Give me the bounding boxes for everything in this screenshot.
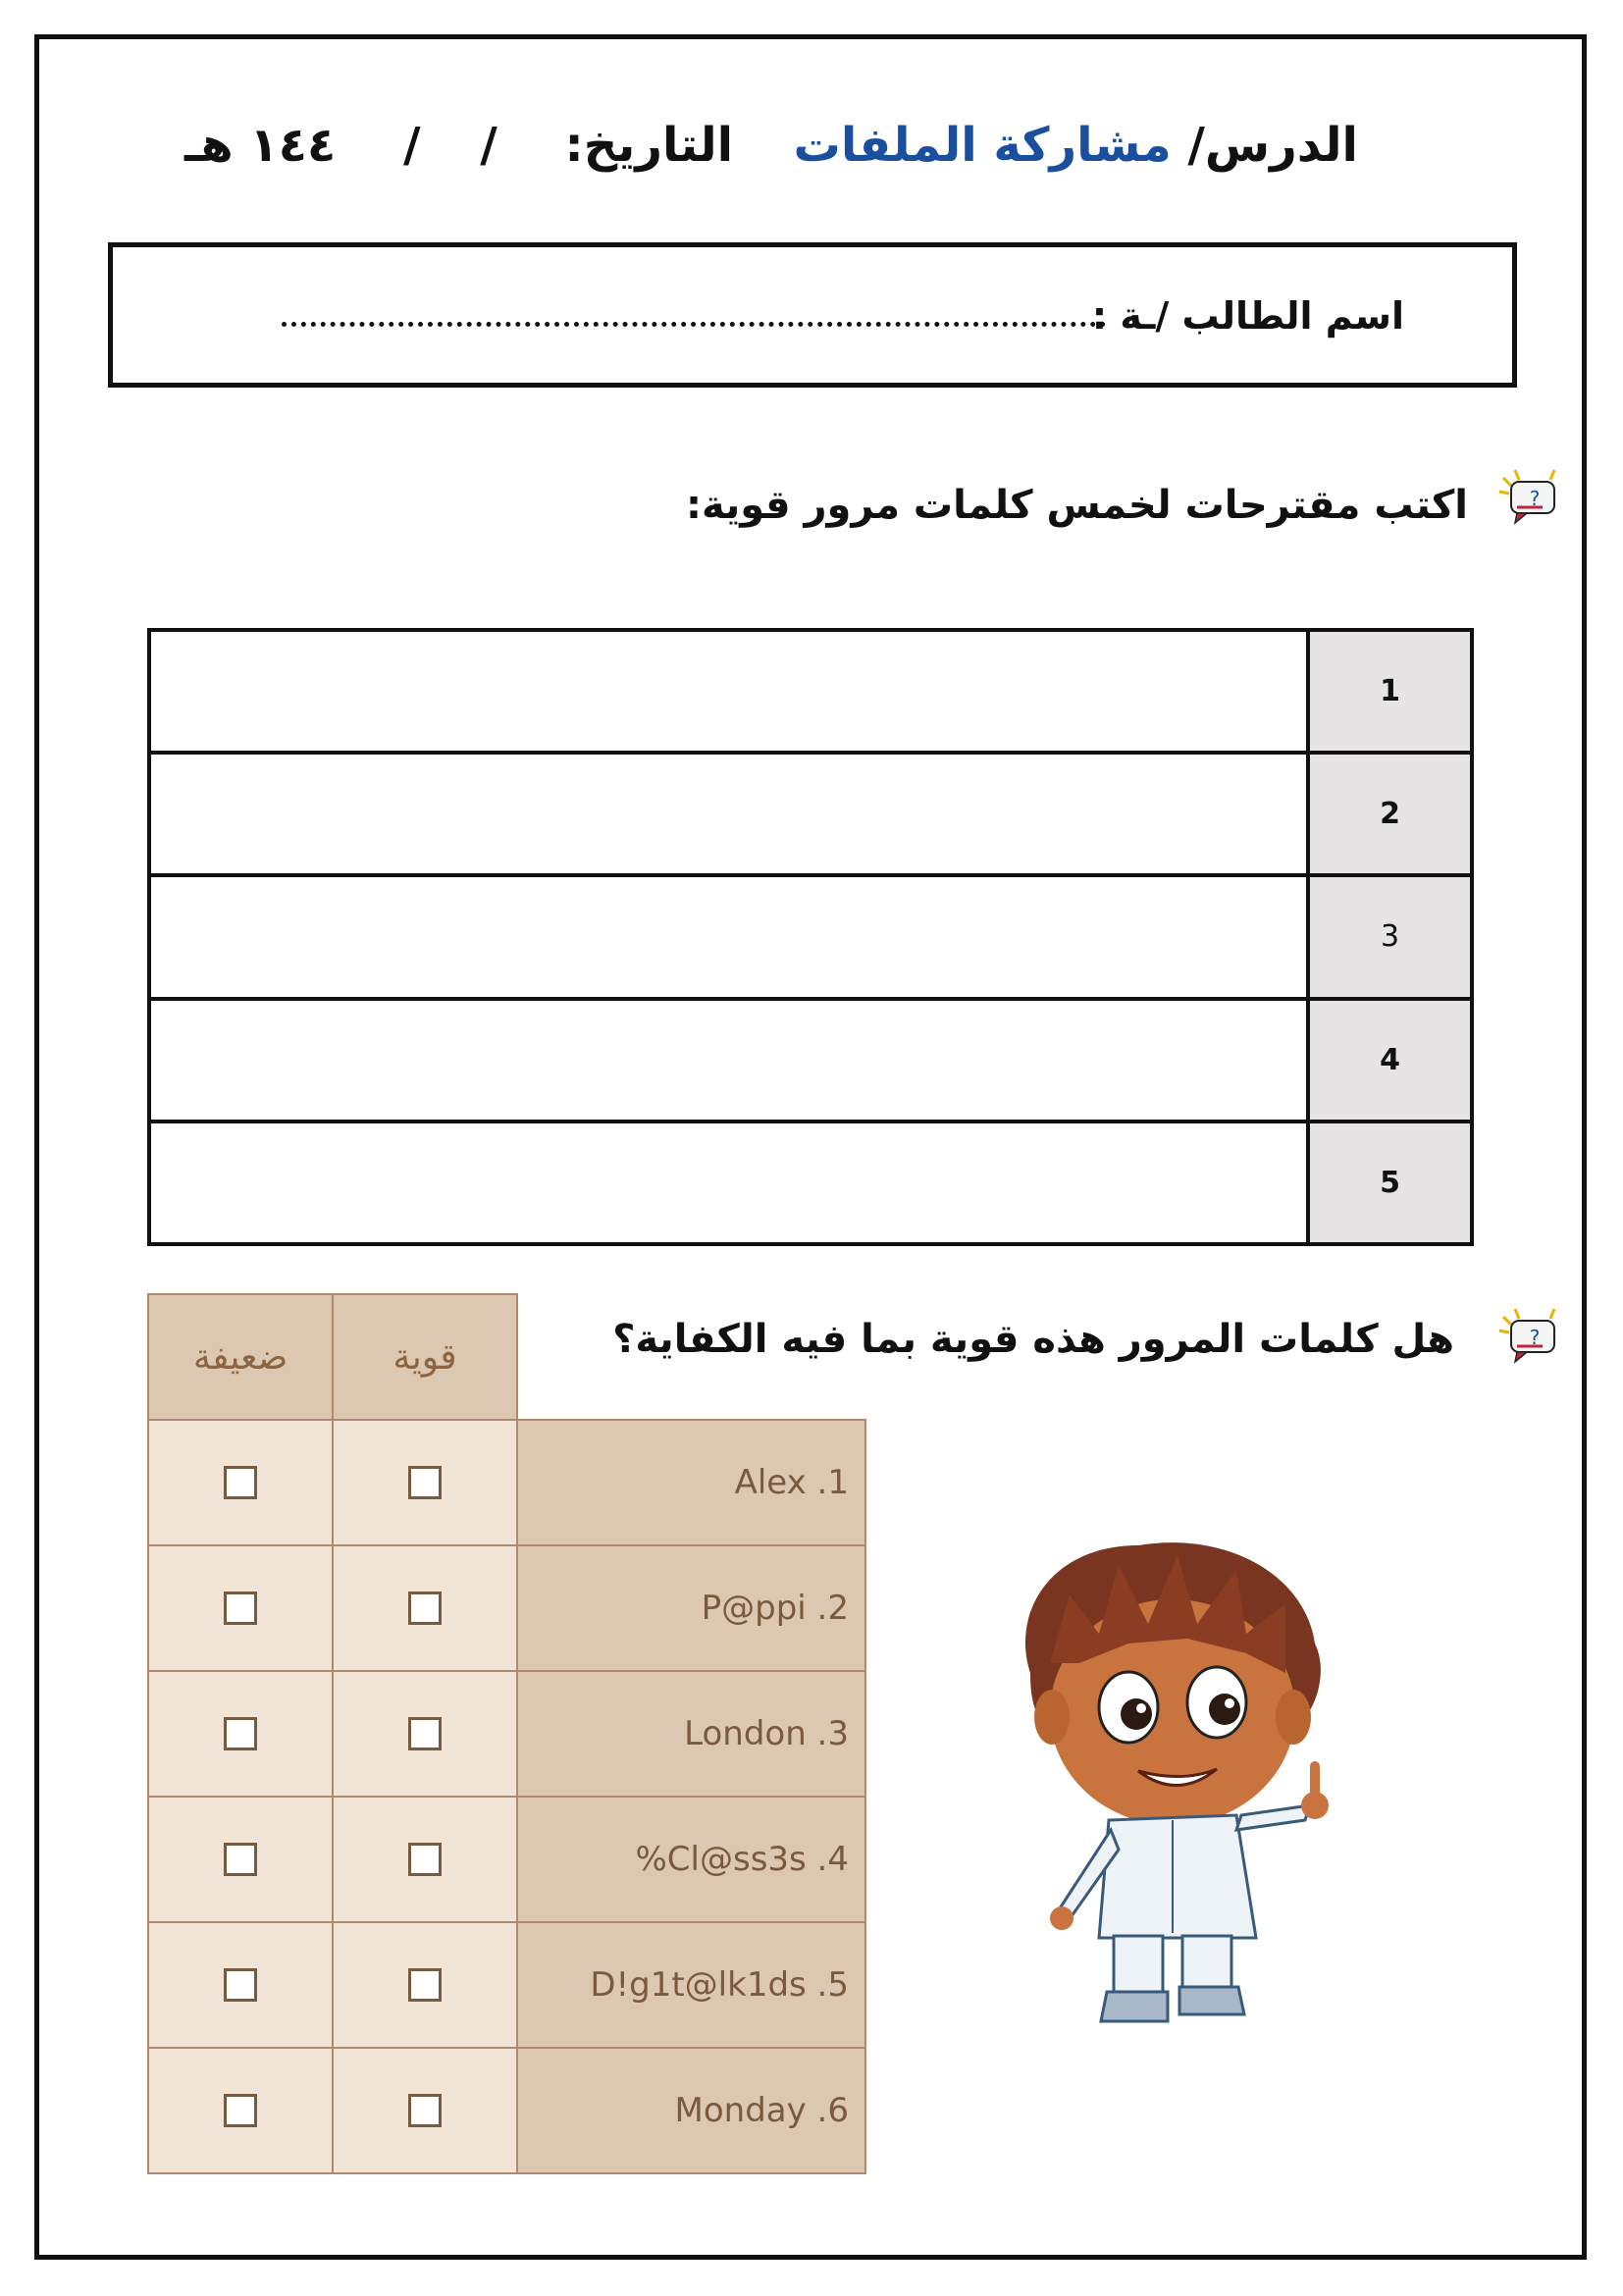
password-answer-cell[interactable] xyxy=(149,999,1308,1122)
weak-checkbox[interactable] xyxy=(224,1592,257,1625)
question-2-text: هل كلمات المرور هذه قوية بما فيه الكفاية؟ xyxy=(612,1317,1454,1362)
strong-checkbox[interactable] xyxy=(408,1843,442,1876)
row-number: 1 xyxy=(1308,630,1472,753)
lesson-name: مشاركة الملفات xyxy=(793,118,1172,173)
password-label: Alex .1 xyxy=(517,1420,865,1545)
password-label: P@ppi .2 xyxy=(517,1545,865,1671)
question-bubble-icon xyxy=(1495,1305,1564,1364)
weak-checkbox[interactable] xyxy=(224,1466,257,1499)
question-1-text: اكتب مقترحات لخمس كلمات مرور قوية: xyxy=(686,483,1468,528)
table-row xyxy=(149,999,1472,1122)
password-label: D!g1t@lk1ds .5 xyxy=(517,1922,865,2048)
table-row xyxy=(148,1922,865,2048)
table-row xyxy=(149,753,1472,875)
date-slash: / xyxy=(480,118,497,173)
row-number: 3 xyxy=(1308,875,1472,998)
password-label: Monday .6 xyxy=(517,2048,865,2173)
table-row xyxy=(148,2048,865,2173)
weak-checkbox[interactable] xyxy=(224,1968,257,2002)
password-answer-cell[interactable] xyxy=(149,875,1308,998)
table-row xyxy=(149,1122,1472,1244)
question-bubble-icon xyxy=(1495,466,1564,525)
lesson-title xyxy=(794,118,1358,173)
student-name-line[interactable] xyxy=(282,298,1106,327)
strong-checkbox[interactable] xyxy=(408,1968,442,2002)
password-label: London .3 xyxy=(517,1671,865,1797)
column-header-strong: قوية xyxy=(333,1294,517,1420)
boy-character-illustration xyxy=(991,1526,1374,2036)
password-strength-table xyxy=(147,1293,866,2174)
svg-text:?: ? xyxy=(1529,1326,1541,1349)
strong-passwords-table xyxy=(147,628,1474,1246)
row-number: 4 xyxy=(1308,999,1472,1122)
date-year: ١٤٤ هـ xyxy=(184,118,337,173)
column-header-weak: ضعيفة xyxy=(148,1294,333,1420)
password-answer-cell[interactable] xyxy=(149,630,1308,753)
password-answer-cell[interactable] xyxy=(149,753,1308,875)
strong-checkbox[interactable] xyxy=(408,2094,442,2127)
student-name-box xyxy=(108,242,1517,388)
table-row xyxy=(149,875,1472,998)
table-row xyxy=(148,1545,865,1671)
date-label: التاريخ: xyxy=(564,118,734,173)
strong-checkbox[interactable] xyxy=(408,1717,442,1750)
date-field xyxy=(184,118,733,173)
svg-text:?: ? xyxy=(1529,487,1541,510)
table-row xyxy=(149,630,1472,753)
weak-checkbox[interactable] xyxy=(224,2094,257,2127)
lesson-label: الدرس/ xyxy=(1187,118,1358,173)
password-label: %Cl@ss3s .4 xyxy=(517,1797,865,1922)
row-number: 2 xyxy=(1308,753,1472,875)
password-answer-cell[interactable] xyxy=(149,1122,1308,1244)
table-row xyxy=(148,1797,865,1922)
row-number: 5 xyxy=(1308,1122,1472,1244)
strong-checkbox[interactable] xyxy=(408,1466,442,1499)
table-row xyxy=(148,1671,865,1797)
weak-checkbox[interactable] xyxy=(224,1717,257,1750)
strong-checkbox[interactable] xyxy=(408,1592,442,1625)
date-slash: / xyxy=(403,118,421,173)
empty-corner xyxy=(517,1294,865,1420)
table-row xyxy=(148,1420,865,1545)
table-header-row xyxy=(148,1294,865,1420)
student-name-label: اسم الطالب /ـة : xyxy=(1091,294,1404,338)
weak-checkbox[interactable] xyxy=(224,1843,257,1876)
